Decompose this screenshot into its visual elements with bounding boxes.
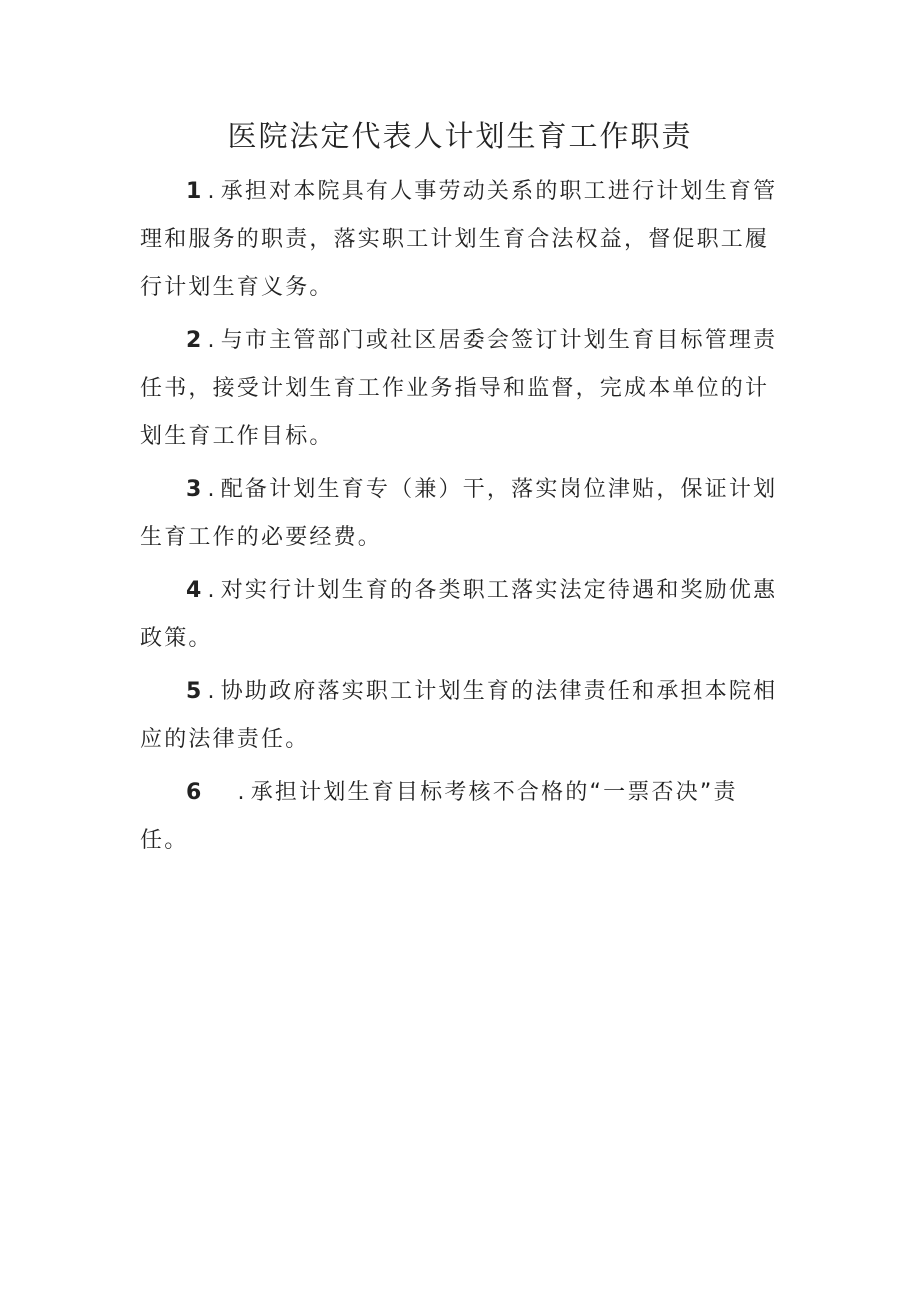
list-item xyxy=(140,466,785,562)
item-number: 6 xyxy=(186,780,204,805)
item-number: 4 xyxy=(186,578,204,603)
list-item xyxy=(140,168,785,312)
item-text: 承担对本院具有人事劳动关系的职工进行计划生育管理和服务的职责，落实职工计划生育合法权益，督促职工履行计划生育义务。 xyxy=(140,179,778,300)
item-number: 5 xyxy=(186,679,204,704)
item-text: 对实行计划生育的各类职工落实法定待遇和奖励优惠政策。 xyxy=(140,578,778,651)
item-separator: . xyxy=(207,578,217,603)
item-number: 3 xyxy=(186,477,204,502)
item-separator: . xyxy=(207,679,217,704)
item-number: 1 xyxy=(186,179,204,204)
item-separator: . xyxy=(207,179,217,204)
item-text: 与市主管部门或社区居委会签订计划生育目标管理责任书，接受计划生育工作业务指导和监督，完成本单位的计划生育工作目标。 xyxy=(140,328,778,449)
item-text: 配备计划生育专（兼）干，落实岗位津贴，保证计划生育工作的必要经费。 xyxy=(140,477,778,550)
item-separator: . xyxy=(207,477,217,502)
list-item xyxy=(140,567,785,663)
item-text: 协助政府落实职工计划生育的法律责任和承担本院相应的法律责任。 xyxy=(140,679,778,752)
list-item xyxy=(140,317,785,461)
document-title: 医院法定代表人计划生育工作职责 xyxy=(227,119,693,153)
item-text: 承担计划生育目标考核不合格的“一票否决”责任。 xyxy=(140,780,738,853)
list-item xyxy=(140,769,785,865)
item-number: 2 xyxy=(186,328,204,353)
document-body xyxy=(140,168,785,865)
item-separator: . xyxy=(207,328,217,353)
list-item xyxy=(140,668,785,764)
item-separator: . xyxy=(237,780,247,805)
